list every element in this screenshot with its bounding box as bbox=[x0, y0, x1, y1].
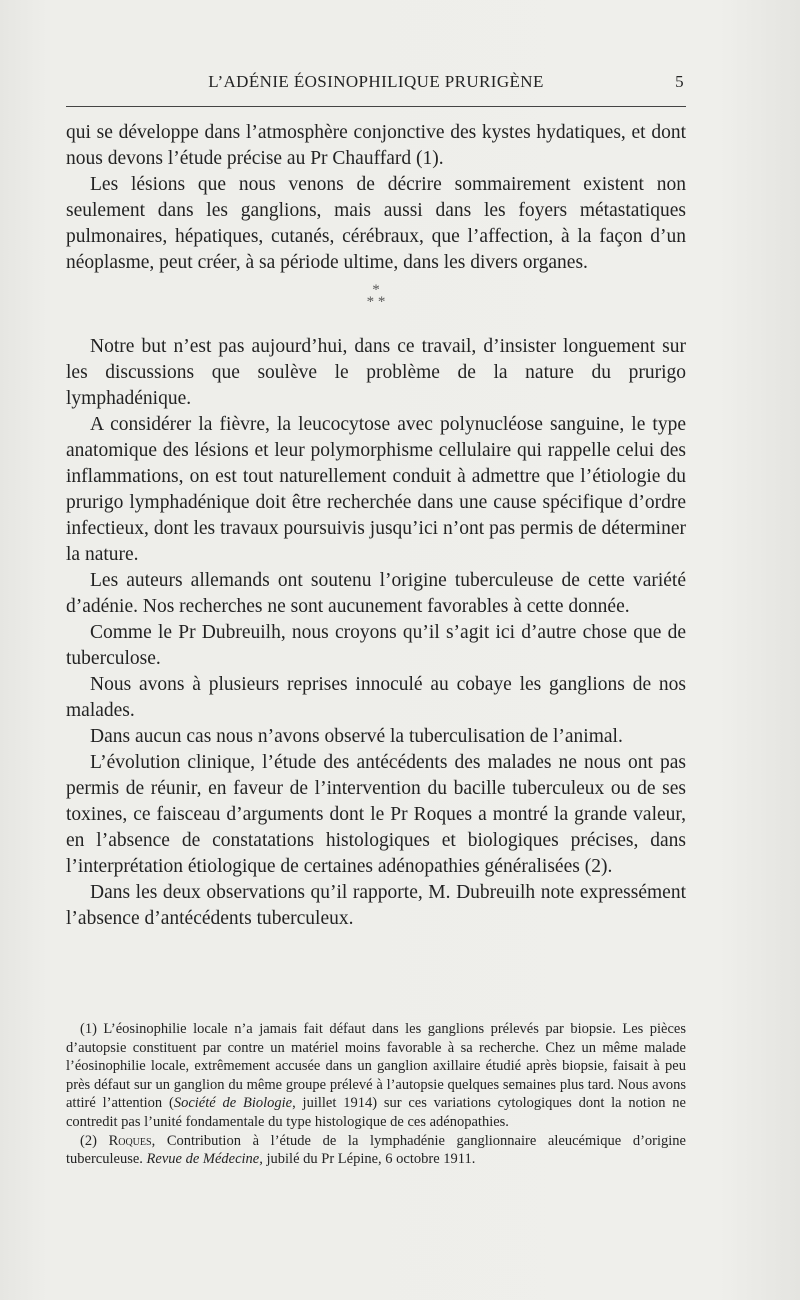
header-rule bbox=[66, 106, 686, 107]
footnote-2-journal: Revue de Médecine, bbox=[146, 1151, 263, 1168]
running-title: L’ADÉNIE ÉOSINOPHILIQUE PRURIGÈNE bbox=[208, 72, 544, 91]
footnote-2-tail: jubilé du Pr Lépine, 6 octobre 1911. bbox=[262, 1151, 476, 1168]
footnote-2 bbox=[66, 1132, 686, 1169]
page-header bbox=[66, 72, 686, 98]
paragraph-lesions: Les lésions que nous venons de décrire sommairement existent non seulement dans les ganglions, mais aussi dans les foyers métastatiques pulmonaires, hépatiques, cutanés, cérébraux, que l’affection, à la façon d’un néoplasme, peut créer, à sa période ultime, dans les divers organes. bbox=[66, 174, 686, 273]
paragraph-german-authors: Les auteurs allemands ont soutenu l’origine tuberculeuse de cette variété d’adénie. Nos recherches ne sont aucunement favorables à cette donnée. bbox=[66, 570, 686, 617]
footnotes bbox=[66, 1020, 686, 1169]
paragraph-inoculation: Nous avons à plusieurs reprises innoculé au cobaye les ganglions de nos malades. bbox=[66, 674, 686, 721]
paragraph-continuation: qui se développe dans l’atmosphère conjonctive des kystes hydatiques, et dont nous devons l’étude précise au Pr Chauffard (1). bbox=[66, 122, 686, 169]
paragraph-observations: Dans les deux observations qu’il rapporte, M. Dubreuilh note expressément l’absence d’antécédents tuberculeux. bbox=[66, 882, 686, 929]
paragraph-no-tuberculisation: Dans aucun cas nous n’avons observé la tuberculisation de l’animal. bbox=[90, 726, 623, 747]
footnote-2-lead: , Contribution à l’étude de la lymphadénie ganglionnaire aleucémique d’origine tuberculeuse. bbox=[66, 1132, 686, 1168]
footnote-1 bbox=[66, 1020, 686, 1132]
footnote-1-tail: , juillet 1914) sur ces variations cytologiques dont la notion ne contredit pas l’unité fondamentale du type histologique de ces adénopathies. bbox=[66, 1095, 686, 1130]
footnote-1-journal: Société de Biologie bbox=[173, 1095, 293, 1112]
body-text bbox=[66, 120, 686, 932]
asterism-bottom: * * bbox=[366, 294, 386, 310]
footnote-1-lead: (1) L’éosinophilie locale n’a jamais fait défaut dans les ganglions prélevés par biopsie. Les pièces d’autopsie constituent par contre un matériel moins favorable à sa recherche. Chez un même malade l’éosinophilie locale, extrêmement accusée dans un ganglion axillaire étudié après biopsie, faisait à peu près défaut sur un ganglion du même groupe prélevé à l’autopsie quelques semaines plus tard. Nous avons attiré l’attention ( bbox=[66, 1021, 686, 1112]
paragraph-purpose: Notre but n’est pas aujourd’hui, dans ce travail, d’insister longuement sur les discussions que soulève le problème de la nature du prurigo lymphadénique. bbox=[66, 336, 686, 409]
paragraph-dubreuilh: Comme le Pr Dubreuilh, nous croyons qu’il s’agit ici d’autre chose que de tuberculose. bbox=[66, 622, 686, 669]
footnote-2-marker: (2) bbox=[80, 1132, 109, 1149]
page-number: 5 bbox=[675, 72, 684, 91]
asterism-top: * bbox=[372, 282, 380, 298]
paragraph-etiology: A considérer la fièvre, la leucocytose avec polynucléose sanguine, le type anatomique des lésions et leur polymorphisme cellulaire qui rappelle celui des inflammations, on est tout naturellement conduit à admettre que l’étiologie du prurigo lymphadénique doit être recherchée dans une cause spécifique d’ordre infectieux, dont les travaux poursuivis jusqu’ici n’ont pas permis de déterminer la nature. bbox=[66, 414, 686, 565]
section-asterism bbox=[66, 284, 686, 308]
paragraph-clinical-evolution: L’évolution clinique, l’étude des antécédents des malades ne nous ont pas permis de réunir, en faveur de l’intervention du bacille tuberculeux ou de ses toxines, ce faisceau d’arguments dont le Pr Roques a montré la grande valeur, en l’absence de constatations histologiques et biologiques précises, dans l’interprétation étiologique de certaines adénopathies généralisées (2). bbox=[66, 752, 686, 877]
footnote-2-author: Roques bbox=[108, 1132, 152, 1149]
